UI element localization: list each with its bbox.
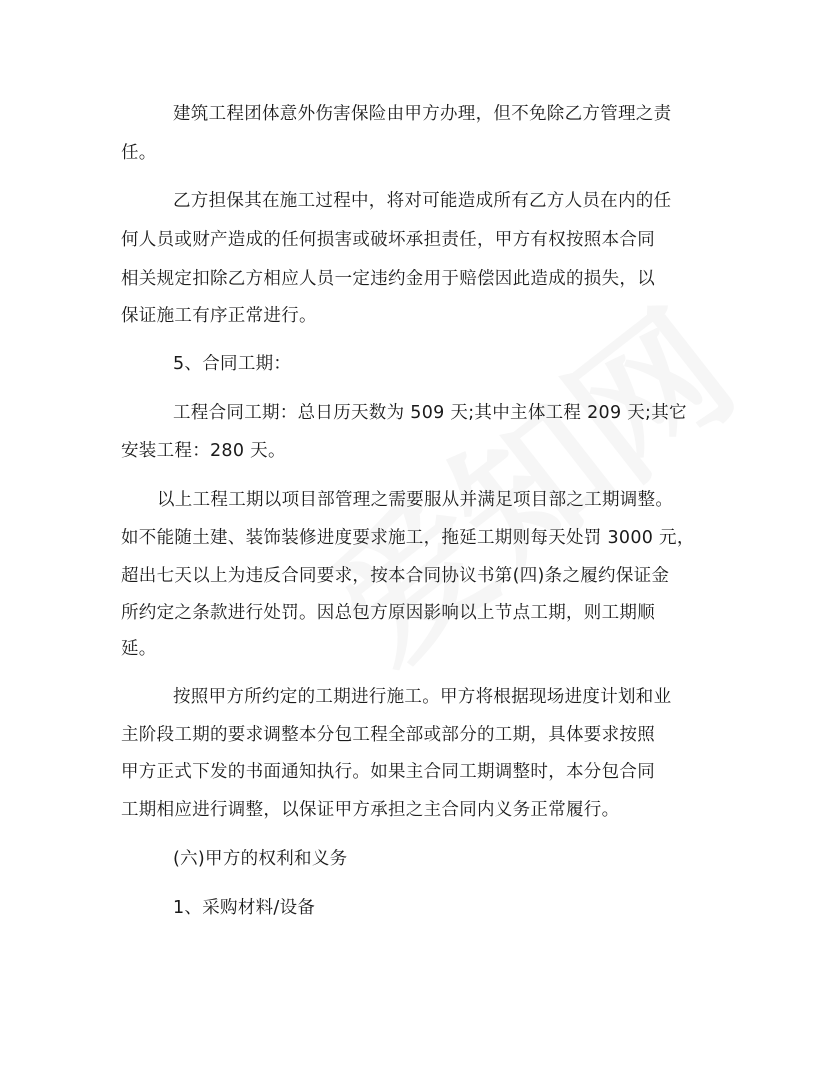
paragraph-1-line-1: 建筑工程团体意外伤害保险由甲方办理，但不免除乙方管理之责: [173, 104, 672, 124]
paragraph-4-line-4: 所约定之条款进行处罚。因总包方原因影响以上节点工期，则工期顺: [121, 603, 655, 623]
paragraph-2-line-2: 何人员或财产造成的任何损害或破坏承担责任，甲方有权按照本合同: [121, 230, 655, 250]
paragraph-4-line-3: 超出七天以上为违反合同要求，按本合同协议书第(四)条之履约保证金: [121, 566, 670, 586]
paragraph-5-line-1: 按照甲方所约定的工期进行施工。甲方将根据现场进度计划和业: [173, 687, 672, 707]
paragraph-2-line-1: 乙方担保其在施工过程中，将对可能造成所有乙方人员在内的任: [173, 191, 672, 211]
section-heading-5: 5、合同工期：: [173, 354, 292, 374]
paragraph-5-line-4: 工期相应进行调整，以保证甲方承担之主合同内义务正常履行。: [121, 800, 620, 820]
paragraph-4-line-5: 延。: [121, 639, 157, 659]
subsection-heading-1: 1、采购材料/设备: [173, 898, 316, 918]
paragraph-1-line-2: 任。: [121, 143, 157, 163]
paragraph-4-line-2: 如不能随土建、装饰装修进度要求施工，拖延工期则每天处罚 3000 元，: [121, 528, 695, 548]
section-heading-6: (六)甲方的权利和义务: [173, 849, 348, 869]
paragraph-2-line-3: 相关规定扣除乙方相应人员一定违约金用于赔偿因此造成的损失，以: [121, 269, 655, 289]
paragraph-5-line-3: 甲方正式下发的书面通知执行。如果主合同工期调整时，本分包合同: [121, 762, 655, 782]
paragraph-5-line-2: 主阶段工期的要求调整本分包工程全部或部分的工期，具体要求按照: [121, 725, 655, 745]
watermark: [281, 254, 769, 701]
paragraph-4-line-1: 以上工程工期以项目部管理之需要服从并满足项目部之工期调整。: [157, 490, 674, 510]
paragraph-3-line-1: 工程合同工期：总日历天数为 509 天;其中主体工程 209 天;其它: [173, 403, 687, 423]
paragraph-3-line-2: 安装工程：280 天。: [121, 441, 286, 461]
paragraph-2-line-4: 保证施工有序正常进行。: [121, 306, 317, 326]
